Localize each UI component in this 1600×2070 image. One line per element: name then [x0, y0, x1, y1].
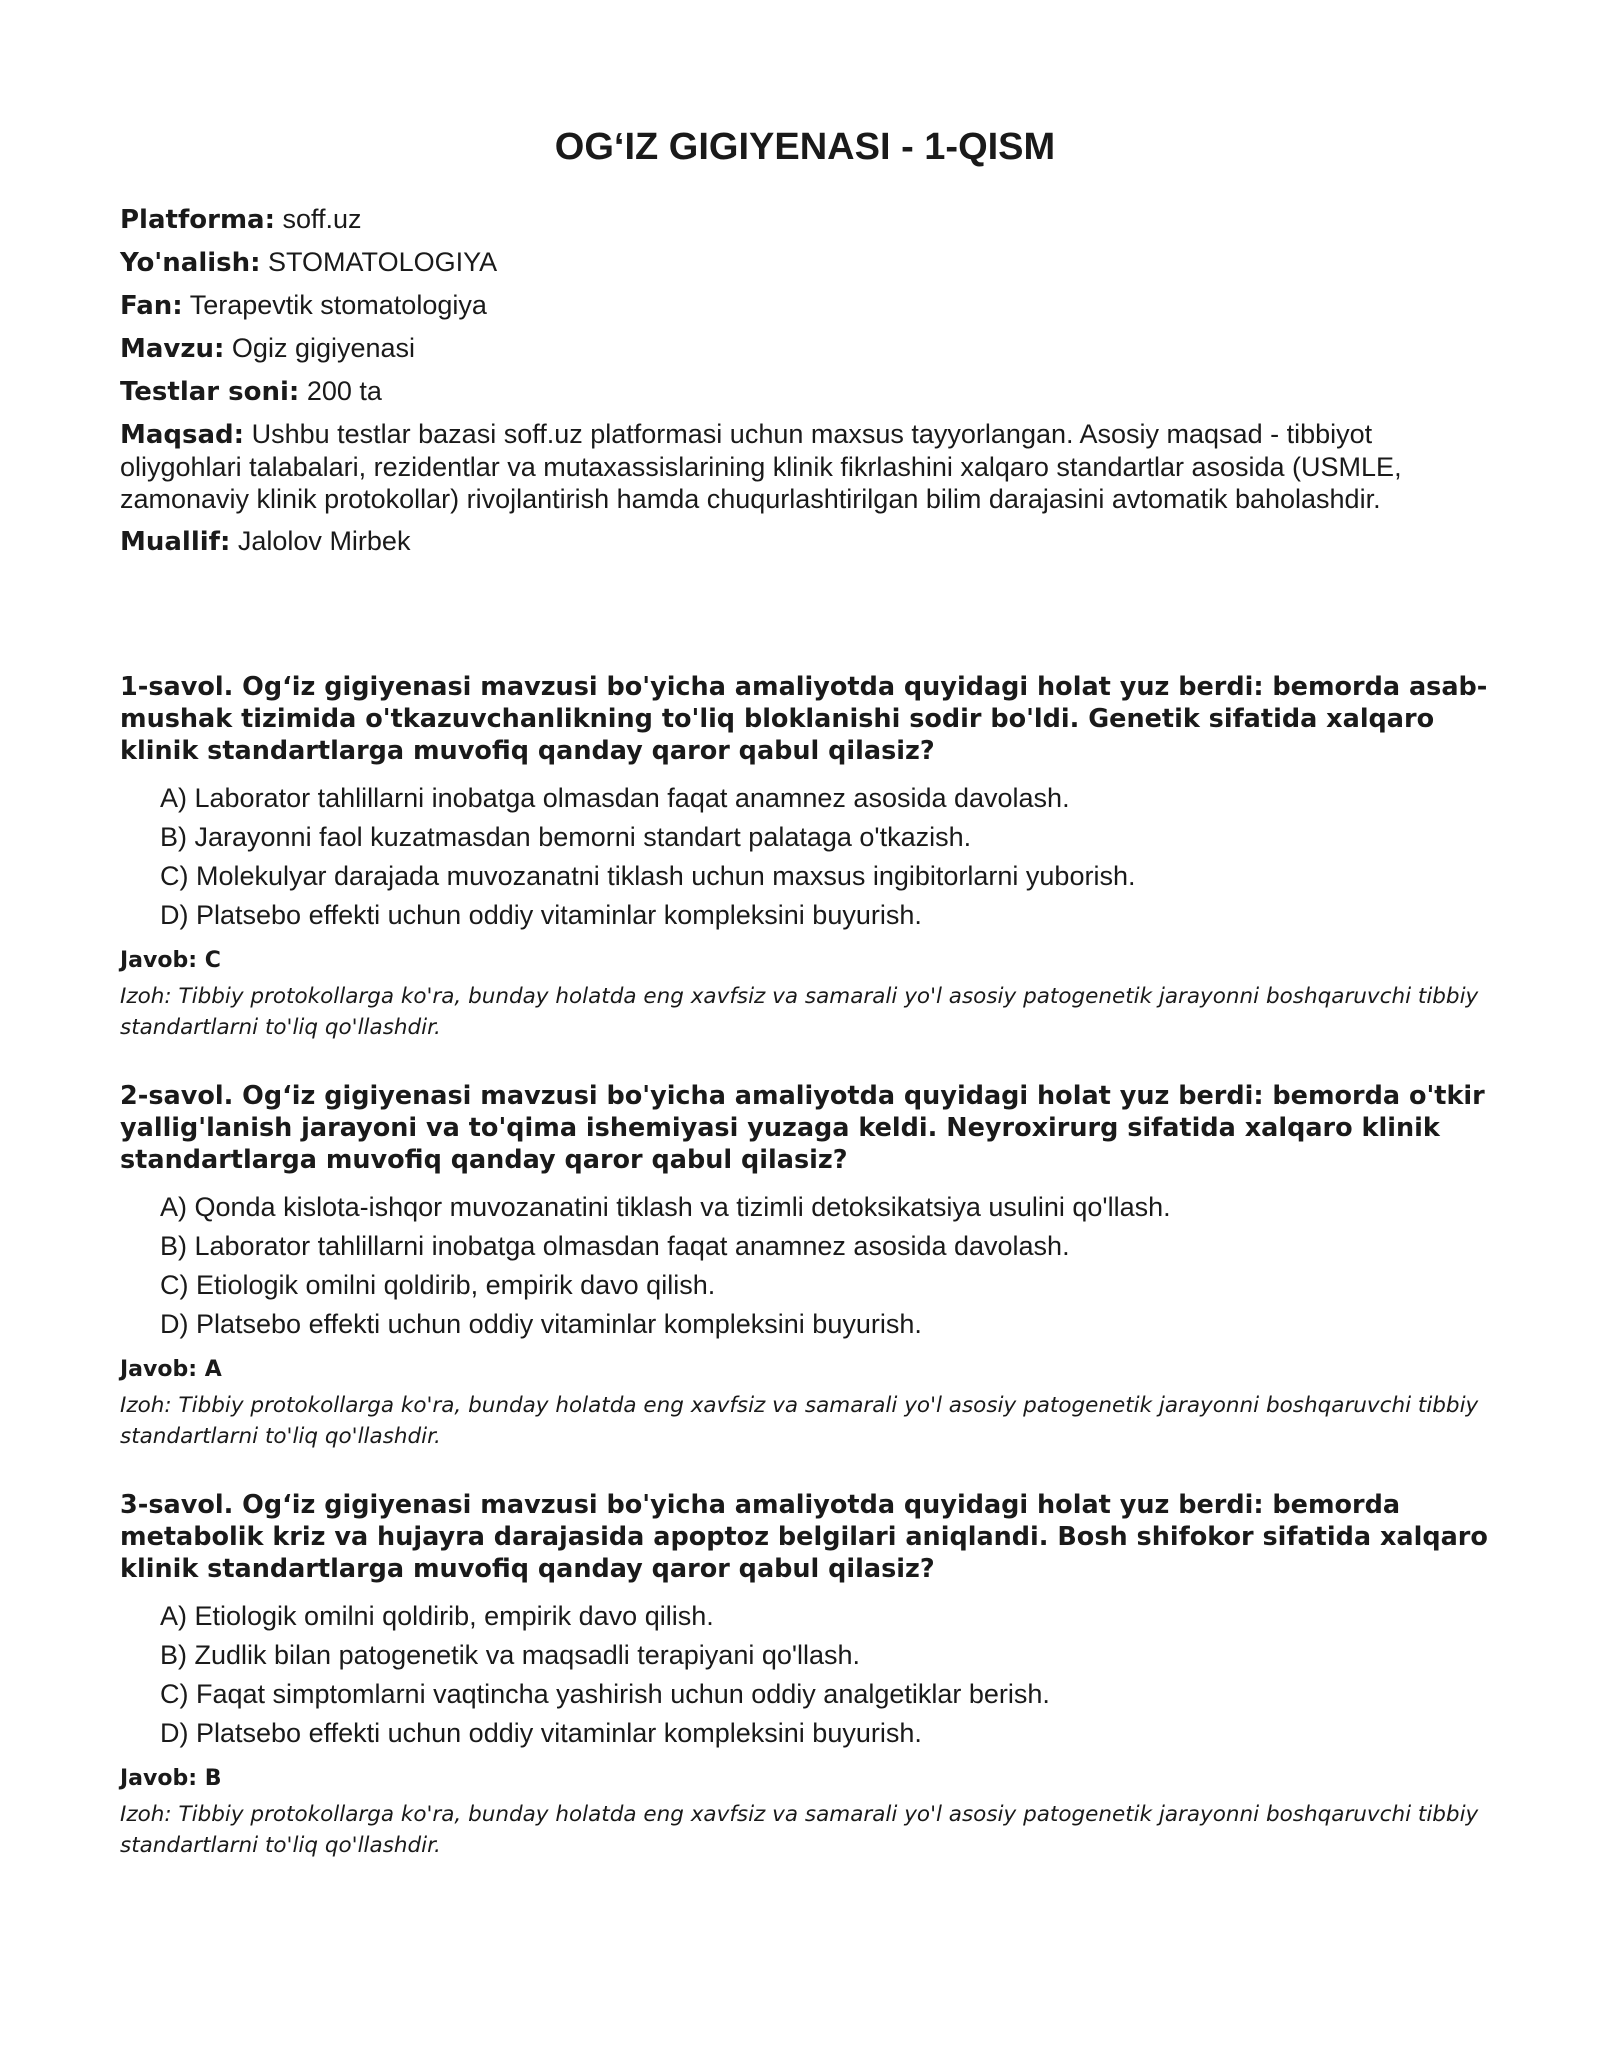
answer-options [120, 779, 1490, 935]
meta-subject [120, 289, 1490, 322]
meta-platform [120, 203, 1490, 236]
meta-key: Testlar soni: [120, 377, 300, 407]
answer-option: D) Platsebo effekti uchun oddiy vitaminlar kompleksini buyurish. [160, 1309, 922, 1339]
question-text: 1-savol. Og‘iz gigiyenasi mavzusi bo'yicha amaliyotda quyidagi holat yuz berdi: bemorda asab-mushak tizimida o'tkazuvchanlikning to'liq bloklanishi sodir bo'ldi. Genetik sifatida xalqaro klinik standartlarga muvofiq qanday qaror qabul qilasiz? [120, 672, 1488, 766]
answer-option: A) Etiologik omilni qoldirib, empirik davo qilish. [160, 1601, 714, 1631]
answer-option: D) Platsebo effekti uchun oddiy vitaminlar kompleksini buyurish. [160, 1718, 922, 1748]
answer-options [120, 1188, 1490, 1344]
correct-answer: Javob: B [120, 1766, 222, 1791]
answer-option: A) Qonda kislota-ishqor muvozanatini tiklash va tizimli detoksikatsiya usulini qo'llash. [160, 1192, 1171, 1222]
question-text: 2-savol. Og‘iz gigiyenasi mavzusi bo'yicha amaliyotda quyidagi holat yuz berdi: bemorda o'tkir yallig'lanish jarayoni va to'qima ishemiyasi yuzaga keldi. Neyroxirurg sifatida xalqaro klinik standartlarga muvofiq qanday qaror qabul qilasiz? [120, 1081, 1485, 1175]
answer-option: C) Faqat simptomlarni vaqtincha yashirish uchun oddiy analgetiklar berish. [160, 1679, 1050, 1709]
meta-key: Maqsad: [120, 420, 245, 450]
meta-author [120, 525, 1490, 558]
correct-answer: Javob: A [120, 1357, 222, 1382]
question-item [120, 1080, 1490, 1489]
meta-value: soff.uz [282, 204, 362, 234]
meta-value: 200 ta [306, 376, 382, 406]
meta-goal [120, 418, 1490, 515]
answer-option: D) Platsebo effekti uchun oddiy vitaminlar kompleksini buyurish. [160, 900, 922, 930]
answer-option: B) Jarayonni faol kuzatmasdan bemorni standart palataga o'tkazish. [160, 822, 972, 852]
meta-key: Fan: [120, 291, 183, 321]
document-metadata [120, 203, 1490, 568]
answer-explanation: Izoh: Tibbiy protokollarga ko'ra, bunday holatda eng xavfsiz va samarali yo'l asosiy patogenetik jarayonni boshqaruvchi tibbiy standartlarni to'liq qo'llashdir. [120, 984, 1479, 1040]
meta-value: Terapevtik stomatologiya [189, 290, 487, 320]
answer-option: A) Laborator tahlillarni inobatga olmasdan faqat anamnez asosida davolash. [160, 783, 1070, 813]
document-title: OG‘IZ GIGIYENASI - 1-QISM [554, 126, 1056, 168]
meta-value: Ogiz gigiyenasi [231, 333, 416, 363]
answer-explanation: Izoh: Tibbiy protokollarga ko'ra, bunday holatda eng xavfsiz va samarali yo'l asosiy patogenetik jarayonni boshqaruvchi tibbiy standartlarni to'liq qo'llashdir. [120, 1802, 1479, 1858]
question-item [120, 1489, 1490, 1898]
answer-option: C) Etiologik omilni qoldirib, empirik davo qilish. [160, 1270, 716, 1300]
meta-value: STOMATOLOGIYA [268, 247, 498, 277]
answer-option: C) Molekulyar darajada muvozanatni tiklash uchun maxsus ingibitorlarni yuborish. [160, 861, 1136, 891]
correct-answer: Javob: C [120, 948, 221, 973]
answer-options [120, 1597, 1490, 1753]
question-list [120, 671, 1490, 1898]
question-item [120, 671, 1490, 1080]
meta-value: Ushbu testlar bazasi soff.uz platformasi uchun maxsus tayyorlangan. Asosiy maqsad - tibbiyot oliygohlari talabalari, rezidentlar va mutaxassislarining klinik fikrlashini xalqaro standartlar asosida (USMLE, zamonaviy klinik protokollar) rivojlantirish hamda chuqurlashtirilgan bilim darajasini avtomatik baholashdir. [120, 419, 1402, 514]
meta-test-count [120, 375, 1490, 408]
meta-key: Platforma: [120, 205, 275, 235]
question-text: 3-savol. Og‘iz gigiyenasi mavzusi bo'yicha amaliyotda quyidagi holat yuz berdi: bemorda metabolik kriz va hujayra darajasida apoptoz belgilari aniqlandi. Bosh shifokor sifatida xalqaro klinik standartlarga muvofiq qanday qaror qabul qilasiz? [120, 1490, 1488, 1584]
meta-direction [120, 246, 1490, 279]
answer-explanation: Izoh: Tibbiy protokollarga ko'ra, bunday holatda eng xavfsiz va samarali yo'l asosiy patogenetik jarayonni boshqaruvchi tibbiy standartlarni to'liq qo'llashdir. [120, 1393, 1479, 1449]
meta-key: Yo'nalish: [120, 248, 261, 278]
meta-topic [120, 332, 1490, 365]
meta-key: Mavzu: [120, 334, 225, 364]
answer-option: B) Laborator tahlillarni inobatga olmasdan faqat anamnez asosida davolash. [160, 1231, 1070, 1261]
meta-key: Muallif: [120, 527, 231, 557]
meta-value: Jalolov Mirbek [237, 526, 411, 556]
answer-option: B) Zudlik bilan patogenetik va maqsadli terapiyani qo'llash. [160, 1640, 861, 1670]
